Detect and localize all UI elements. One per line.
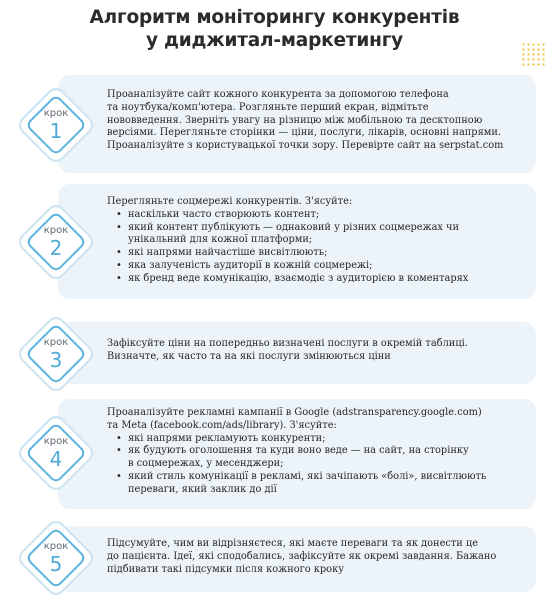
step-label: крок bbox=[43, 225, 69, 236]
step-4-intro: та Meta (facebook.com/ads/library). З'ясуйте: bbox=[107, 419, 337, 431]
step-card-1 bbox=[58, 75, 536, 173]
step-1-line: Проаналізуйте з користувацької точки зору. Перевірте сайт на serpstat.com bbox=[107, 140, 504, 152]
list-item: • який стиль комунікації в рекламі, які зачіпають «болі», висвітлюють переваги, який заклик до дії bbox=[107, 471, 526, 497]
list-item: • які напрями найчастіше висвітлюють; bbox=[107, 247, 526, 260]
step-card-2 bbox=[58, 184, 536, 299]
step-1-line: Проаналізуйте сайт кожного конкурента за допомогою телефона bbox=[107, 89, 449, 100]
step-4-intro: Проаналізуйте рекламні кампанії в Google (adstransparency.google.com) bbox=[107, 407, 482, 418]
step-label: крок bbox=[43, 337, 69, 348]
step-label: крок bbox=[43, 436, 69, 447]
list-item: • яка залученість аудиторії в кожній соцмережі; bbox=[107, 260, 526, 273]
step-4-text bbox=[107, 407, 526, 497]
step-badge-1 bbox=[14, 83, 98, 167]
title-line-2: у диджитал-маркетингу bbox=[145, 30, 404, 51]
step-1-text bbox=[107, 89, 526, 153]
list-item: • як будують оголошення та куди воно веде — на сайт, на сторінку в соцмережах, у месенджери; bbox=[107, 445, 526, 471]
dot-pattern-decoration bbox=[521, 42, 545, 68]
step-badge-3 bbox=[14, 312, 98, 396]
step-badge-2 bbox=[14, 200, 98, 284]
step-number: 1 bbox=[49, 119, 63, 143]
step-number: 5 bbox=[49, 552, 63, 576]
step-1-line: та ноутбука/комп'ютера. Розгляньте перший екран, відмітьте bbox=[107, 101, 429, 113]
step-2-list bbox=[107, 209, 526, 286]
step-1-line: версіями. Перегляньте сторінки — ціни, послуги, лікарів, основні напрями. bbox=[107, 127, 502, 139]
title-line-1: Алгоритм моніторингу конкурентів bbox=[89, 7, 460, 28]
step-number: 2 bbox=[49, 236, 63, 260]
step-4-list bbox=[107, 433, 526, 497]
step-2-text bbox=[107, 196, 526, 286]
step-card-3 bbox=[58, 322, 536, 384]
step-label: крок bbox=[43, 541, 69, 552]
step-5-line: до пацієнта. Ідеї, які сподобались, зафіксуйте як окремі завдання. Бажано bbox=[107, 550, 497, 562]
step-number: 3 bbox=[49, 348, 63, 372]
step-number: 4 bbox=[49, 447, 63, 471]
step-badge-4 bbox=[14, 411, 98, 495]
list-item: • які напрями рекламують конкуренти; bbox=[107, 433, 526, 446]
step-3-line: Зафіксуйте ціни на попередньо визначені послуги в окремій таблиці. bbox=[107, 338, 468, 349]
page-title bbox=[0, 6, 549, 52]
step-5-text bbox=[107, 538, 526, 576]
list-item: • який контент публікують — однаковий у різних соцмережах чи унікальний для кожної платформи; bbox=[107, 222, 526, 248]
step-card-5 bbox=[58, 526, 536, 592]
list-item: • як бренд веде комунікацію, взаємодіє з аудиторією в коментарях bbox=[107, 273, 526, 286]
step-1-line: нововведення. Зверніть увагу на різницю між мобільною та десктопною bbox=[107, 114, 483, 126]
list-item: • наскільки часто створюють контент; bbox=[107, 209, 526, 222]
step-3-text bbox=[107, 338, 526, 364]
step-badge-5 bbox=[14, 516, 98, 600]
step-3-line: Визначте, як часто та на які послуги змінюються ціни bbox=[107, 350, 391, 362]
step-5-line: підбивати такі підсумки після кожного кроку bbox=[107, 563, 344, 575]
step-card-4 bbox=[58, 399, 536, 509]
step-label: крок bbox=[43, 108, 69, 119]
step-2-intro: Перегляньте соцмережі конкурентів. З'ясуйте: bbox=[107, 196, 353, 207]
step-5-line: Підсумуйте, чим ви відрізняєтеся, які маєте переваги та як донести це bbox=[107, 538, 479, 549]
